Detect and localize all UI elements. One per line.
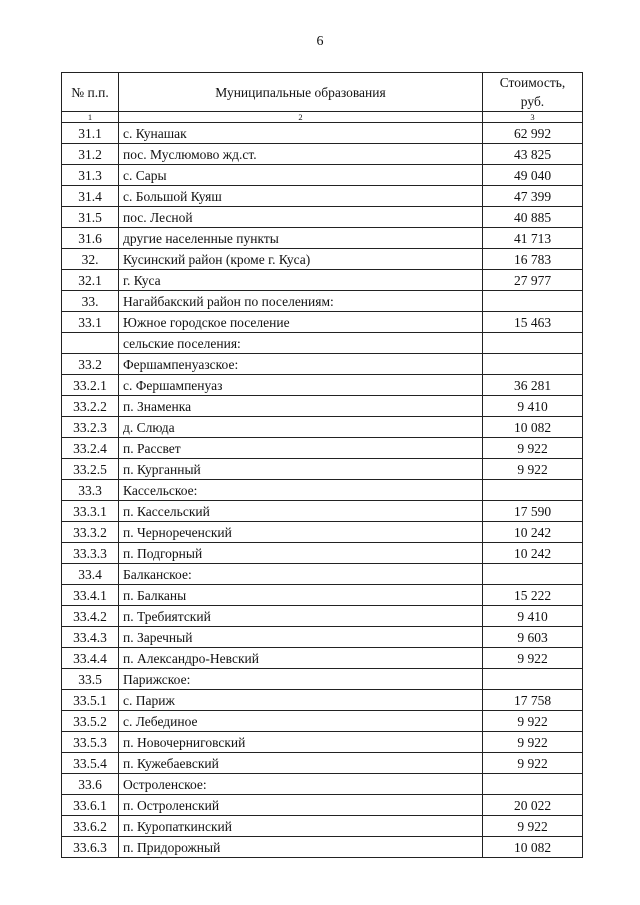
cost-cell [483,333,583,354]
row-number-cell: 31.1 [62,123,119,144]
table-row [62,144,583,165]
cost-cell: 9 410 [483,606,583,627]
cost-cell: 40 885 [483,207,583,228]
row-number-cell: 33.1 [62,312,119,333]
table-row [62,207,583,228]
cost-cell: 43 825 [483,144,583,165]
municipality-cell: с. Лебединое [119,711,483,732]
table-row [62,774,583,795]
table-row [62,795,583,816]
municipality-cell: п. Придорожный [119,837,483,858]
municipality-cell: п. Подгорный [119,543,483,564]
cost-cell: 10 082 [483,417,583,438]
row-number-cell: 33.6.1 [62,795,119,816]
table-row [62,312,583,333]
table-row [62,291,583,312]
cost-cell: 9 410 [483,396,583,417]
row-number-cell: 33.2 [62,354,119,375]
row-number-cell: 33.5 [62,669,119,690]
cost-cell [483,354,583,375]
municipality-cell: г. Куса [119,270,483,291]
municipality-cell: п. Чернореченский [119,522,483,543]
municipality-cell: п. Кужебаевский [119,753,483,774]
municipality-cell: Южное городское поселение [119,312,483,333]
cost-cell: 9 922 [483,648,583,669]
cost-cell [483,291,583,312]
cost-cell: 10 082 [483,837,583,858]
column-index-2: 2 [119,112,483,123]
municipality-cell: п. Кассельский [119,501,483,522]
row-number-cell: 33.5.2 [62,711,119,732]
municipality-cell: Кусинский район (кроме г. Куса) [119,249,483,270]
row-number-cell: 33.5.1 [62,690,119,711]
row-number-cell: 31.3 [62,165,119,186]
table-row [62,249,583,270]
cost-cell: 17 590 [483,501,583,522]
table-row [62,753,583,774]
cost-cell [483,774,583,795]
table-body [62,123,583,858]
header-cost-line1: Стоимость, [499,75,566,90]
column-index-1: 1 [62,112,119,123]
cost-cell: 62 992 [483,123,583,144]
table-row [62,816,583,837]
row-number-cell: 33.6 [62,774,119,795]
cost-cell: 9 922 [483,753,583,774]
table-row [62,438,583,459]
table-row [62,564,583,585]
cost-cell: 17 758 [483,690,583,711]
header-name: Муниципальные образования [119,73,483,112]
municipality-cell: п. Остроленский [119,795,483,816]
table-row [62,837,583,858]
municipality-cell: с. Париж [119,690,483,711]
row-number-cell: 33.4.4 [62,648,119,669]
header-row [62,73,583,112]
municipality-cell: Нагайбакский район по поселениям: [119,291,483,312]
table-row [62,711,583,732]
municipality-cell: с. Сары [119,165,483,186]
cost-cell: 10 242 [483,543,583,564]
row-number-cell: 33.3.2 [62,522,119,543]
row-number-cell: 31.4 [62,186,119,207]
cost-cell: 9 922 [483,438,583,459]
cost-cell: 9 922 [483,711,583,732]
table-row [62,543,583,564]
cost-cell: 15 222 [483,585,583,606]
row-number-cell: 33.4.1 [62,585,119,606]
municipality-cell: п. Заречный [119,627,483,648]
cost-cell [483,564,583,585]
table-row [62,228,583,249]
table-row [62,648,583,669]
cost-cell: 9 922 [483,732,583,753]
table-row [62,669,583,690]
column-index-row [62,112,583,123]
municipality-cell: пос. Муслюмово жд.ст. [119,144,483,165]
row-number-cell: 33.3.3 [62,543,119,564]
cost-cell: 27 977 [483,270,583,291]
cost-cell [483,480,583,501]
row-number-cell: 33.2.2 [62,396,119,417]
table-row [62,270,583,291]
municipality-cell: Парижское: [119,669,483,690]
row-number-cell: 33.5.3 [62,732,119,753]
row-number-cell: 33.4 [62,564,119,585]
table-row [62,459,583,480]
table-row [62,606,583,627]
row-number-cell: 32.1 [62,270,119,291]
table-row [62,165,583,186]
municipality-cell: с. Большой Куяш [119,186,483,207]
row-number-cell: 33.2.3 [62,417,119,438]
municipality-cell: п. Александро-Невский [119,648,483,669]
cost-cell: 16 783 [483,249,583,270]
municipality-cell: с. Фершампенуаз [119,375,483,396]
row-number-cell: 32. [62,249,119,270]
municipality-cell: Остроленское: [119,774,483,795]
table-row [62,627,583,648]
cost-cell: 9 922 [483,816,583,837]
cost-cell: 9 603 [483,627,583,648]
row-number-cell: 33.2.5 [62,459,119,480]
cost-cell: 10 242 [483,522,583,543]
cost-cell: 15 463 [483,312,583,333]
table-row [62,522,583,543]
table-row [62,186,583,207]
row-number-cell: 31.5 [62,207,119,228]
header-cost-line2: руб. [520,94,545,109]
row-number-cell: 33.6.2 [62,816,119,837]
table-row [62,480,583,501]
cost-cell: 41 713 [483,228,583,249]
cost-cell: 47 399 [483,186,583,207]
municipality-cell: сельские поселения: [119,333,483,354]
row-number-cell: 33.3.1 [62,501,119,522]
row-number-cell: 33.3 [62,480,119,501]
municipality-cell: п. Курганный [119,459,483,480]
price-table [61,72,583,858]
table-row [62,690,583,711]
row-number-cell: 31.6 [62,228,119,249]
table-row [62,732,583,753]
cost-cell: 20 022 [483,795,583,816]
cost-cell: 36 281 [483,375,583,396]
column-index-3: 3 [483,112,583,123]
row-number-cell: 33.5.4 [62,753,119,774]
municipality-cell: п. Знаменка [119,396,483,417]
municipality-cell: Фершампенуазское: [119,354,483,375]
table-row [62,396,583,417]
table-row [62,417,583,438]
header-cost [483,73,583,112]
cost-cell [483,669,583,690]
table-row [62,333,583,354]
municipality-cell: другие населенные пункты [119,228,483,249]
municipality-cell: д. Слюда [119,417,483,438]
municipality-cell: с. Кунашак [119,123,483,144]
table-row [62,375,583,396]
row-number-cell [62,333,119,354]
cost-cell: 49 040 [483,165,583,186]
row-number-cell: 33.4.2 [62,606,119,627]
table-row [62,123,583,144]
header-num: № п.п. [62,73,119,112]
row-number-cell: 33.2.4 [62,438,119,459]
table-row [62,501,583,522]
municipality-cell: п. Требиятский [119,606,483,627]
table-header [62,73,583,123]
municipality-cell: Балканское: [119,564,483,585]
municipality-cell: п. Куропаткинский [119,816,483,837]
page-number: 6 [316,34,324,49]
municipality-cell: п. Рассвет [119,438,483,459]
row-number-cell: 33.4.3 [62,627,119,648]
row-number-cell: 33. [62,291,119,312]
municipality-cell: Кассельское: [119,480,483,501]
municipality-cell: пос. Лесной [119,207,483,228]
cost-cell: 9 922 [483,459,583,480]
row-number-cell: 31.2 [62,144,119,165]
municipality-cell: п. Балканы [119,585,483,606]
row-number-cell: 33.6.3 [62,837,119,858]
municipality-cell: п. Новочерниговский [119,732,483,753]
table-row [62,585,583,606]
table-row [62,354,583,375]
row-number-cell: 33.2.1 [62,375,119,396]
